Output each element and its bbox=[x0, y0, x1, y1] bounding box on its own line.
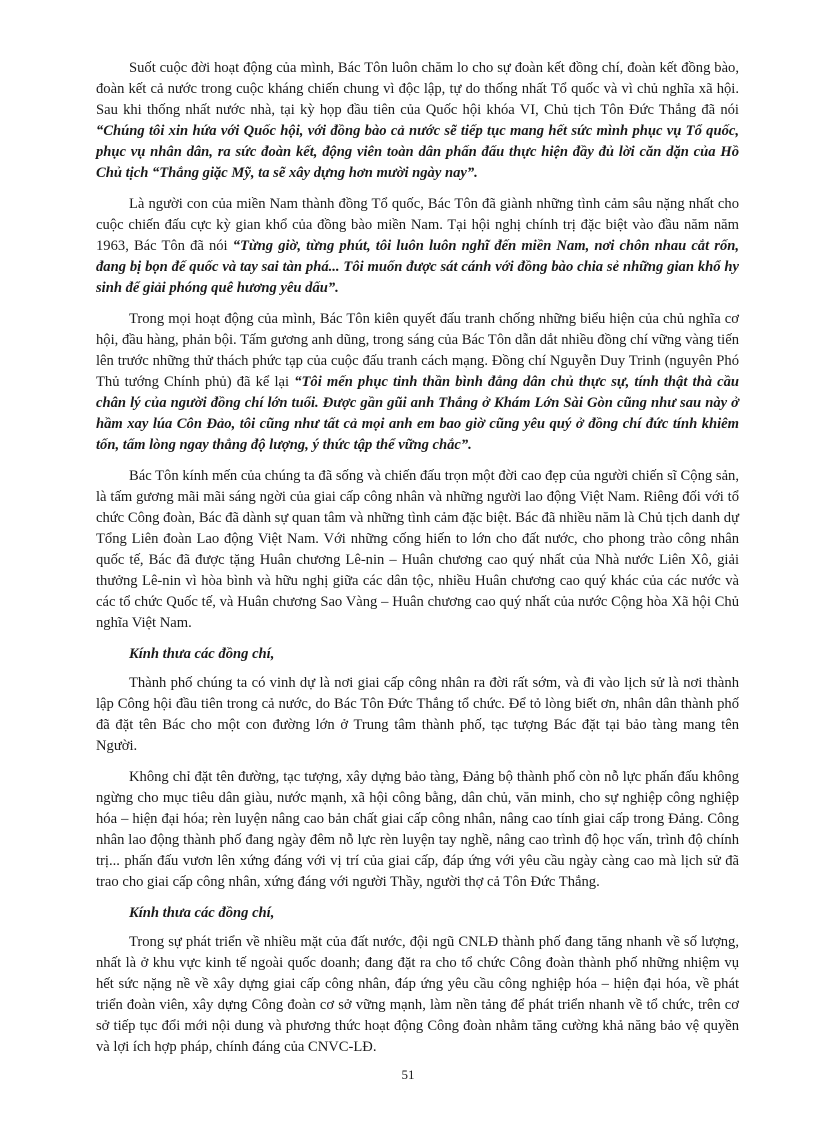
paragraph-1 bbox=[96, 58, 739, 184]
paragraph-5: Thành phố chúng ta có vinh dự là nơi giai cấp công nhân ra đời rất sớm, và đi vào lịch sử là nơi thành lập Công hội đầu tiên trong cả nước, do Bác Tôn Đức Thắng tổ chức. Để tỏ lòng biết ơn, nhân dân thành phố đã đặt tên Bác cho một con đường lớn ở Trung tâm thành phố, tạc tượng Bác đặt tại bảo tàng mang tên Người. bbox=[96, 675, 739, 754]
paragraph-3 bbox=[96, 309, 739, 456]
paragraph-2-text: Là người con của miền Nam thành đồng Tổ quốc, Bác Tôn đã giành những tình cảm sâu nặng nhất cho cuộc chiến đấu cực kỳ gian khổ của đồng bào miền Nam. Tại hội nghị chính trị đặc biệt vào đầu năm năm 1963, Bác Tôn đã nói bbox=[96, 196, 739, 254]
paragraph-6: Không chỉ đặt tên đường, tạc tượng, xây dựng bảo tàng, Đảng bộ thành phố còn nỗ lực phấn đấu không ngừng cho mục tiêu dân giàu, nước mạnh, xã hội công bằng, dân chủ, văn minh, cho sự nghiệp công nghiệp hóa – hiện đại hóa; rèn luyện nâng cao bản chất giai cấp công nhân, nâng cao tính giai cấp trong Đảng. Công nhân lao động thành phố đang ngày đêm nỗ lực rèn luyện tay nghề, nâng cao trình độ học vấn, trình độ chính trị... phấn đấu vươn lên xứng đáng với vị trí của giai cấp, đáp ứng với yêu cầu ngày càng cao mà lịch sử đã trao cho giai cấp công nhân, xứng đáng với người Thầy, người thợ cả Tôn Đức Thắng. bbox=[96, 769, 739, 890]
paragraph-3-text: Trong mọi hoạt động của mình, Bác Tôn kiên quyết đấu tranh chống những biểu hiện của chủ nghĩa cơ hội, đầu hàng, phản bội. Tấm gương anh dũng, trong sáng của Bác Tôn dẫn dắt nhiều đồng chí vững vàng tiến lên trước những thử thách phức tạp của cuộc đấu tranh cách mạng. Đồng chí Nguyễn Duy Trinh (nguyên Phó Thủ tướng Chính phủ) đã kể lại bbox=[96, 311, 739, 390]
paragraph-7: Trong sự phát triển về nhiều mặt của đất nước, đội ngũ CNLĐ thành phố đang tăng nhanh về số lượng, nhất là ở khu vực kinh tế ngoài quốc doanh; đang đặt ra cho tổ chức Công đoàn thành phố những nhiệm vụ hết sức nặng nề về xây dựng giai cấp công nhân, đáp ứng yêu cầu công nghiệp hóa – hiện đại hóa, về phát triển đoàn viên, xây dựng Công đoàn cơ sở vững mạnh, làm nền tảng để phát triển nhanh về tổ chức, trên cơ sở tiếp tục đổi mới nội dung và phương thức hoạt động Công đoàn nhằm tăng cường khả năng bảo vệ quyền và lợi ích hợp pháp, chính đáng của CNVC-LĐ. bbox=[96, 934, 739, 1055]
paragraph-2 bbox=[96, 194, 739, 299]
paragraph-1-text: Suốt cuộc đời hoạt động của mình, Bác Tôn luôn chăm lo cho sự đoàn kết đồng chí, đoàn kết đồng bào, đoàn kết cả nước trong cuộc kháng chiến chung vì độc lập, tự do thống nhất Tổ quốc và vì chủ nghĩa xã hội. Sau khi thống nhất nước nhà, tại kỳ họp đầu tiên của Quốc hội khóa VI, Chủ tịch Tôn Đức Thắng đã nói bbox=[96, 60, 739, 118]
document-body bbox=[96, 58, 739, 1068]
salutation-heading-2: Kính thưa các đồng chí, bbox=[129, 905, 275, 921]
paragraph-2-quote: “Từng giờ, từng phút, tôi luôn luôn nghĩ đến miền Nam, nơi chôn nhau cắt rốn, đang bị bọn đế quốc và tay sai tàn phá... Tôi muốn được sát cánh với đồng bào chia sẻ những gian khổ hy sinh để giải phóng quê hương yêu dấu”. bbox=[96, 238, 740, 296]
paragraph-1-quote: “Chúng tôi xin hứa với Quốc hội, với đồng bào cả nước sẽ tiếp tục mang hết sức mình phục vụ Tổ quốc, phục vụ nhân dân, ra sức đoàn kết, động viên toàn dân phấn đấu thực hiện đầy đủ lời căn dặn của Hồ Chủ tịch “Thắng giặc Mỹ, ta sẽ xây dựng hơn mười ngày nay”. bbox=[96, 123, 739, 181]
paragraph-4: Bác Tôn kính mến của chúng ta đã sống và chiến đấu trọn một đời cao đẹp của người chiến sĩ Cộng sản, là tấm gương mãi mãi sáng ngời của giai cấp công nhân và những người lao động Việt Nam. Riêng đối với tổ chức Công đoàn, Bác đã dành sự quan tâm và những tình cảm đặc biệt. Bác đã nhiều năm là Chủ tịch danh dự Tổng Liên đoàn Lao động Việt Nam. Với những cống hiến to lớn cho đất nước, cho phong trào công nhân quốc tế, Bác đã được tặng Huân chương Lê-nin – Huân chương cao quý nhất của Nhà nước Liên Xô, giải thưởng Lê-nin vì hòa bình và hữu nghị giữa các dân tộc, nhiều Huân chương cao quý khác của các nước và các tổ chức Quốc tế, và Huân chương Sao Vàng – Huân chương cao quý nhất của nước Cộng hòa Xã hội Chủ nghĩa Việt Nam. bbox=[96, 468, 739, 631]
page-number: 51 bbox=[401, 1067, 415, 1082]
salutation-heading-1: Kính thưa các đồng chí, bbox=[129, 646, 275, 662]
paragraph-3-quote: “Tôi mến phục tinh thần bình đẳng dân chủ thực sự, tính thật thà cầu chân lý của người đồng chí lớn tuổi. Được gần gũi anh Thắng ở Khám Lớn Sài Gòn cũng như sau này ở hầm xay lúa Côn Đảo, tôi cũng như tất cả mọi anh em bao giờ cũng yêu quý ở đồng chí đức tính khiêm tốn, tấm lòng ngay thẳng độ lượng, ý thức tập thể vững chắc”. bbox=[96, 374, 739, 453]
